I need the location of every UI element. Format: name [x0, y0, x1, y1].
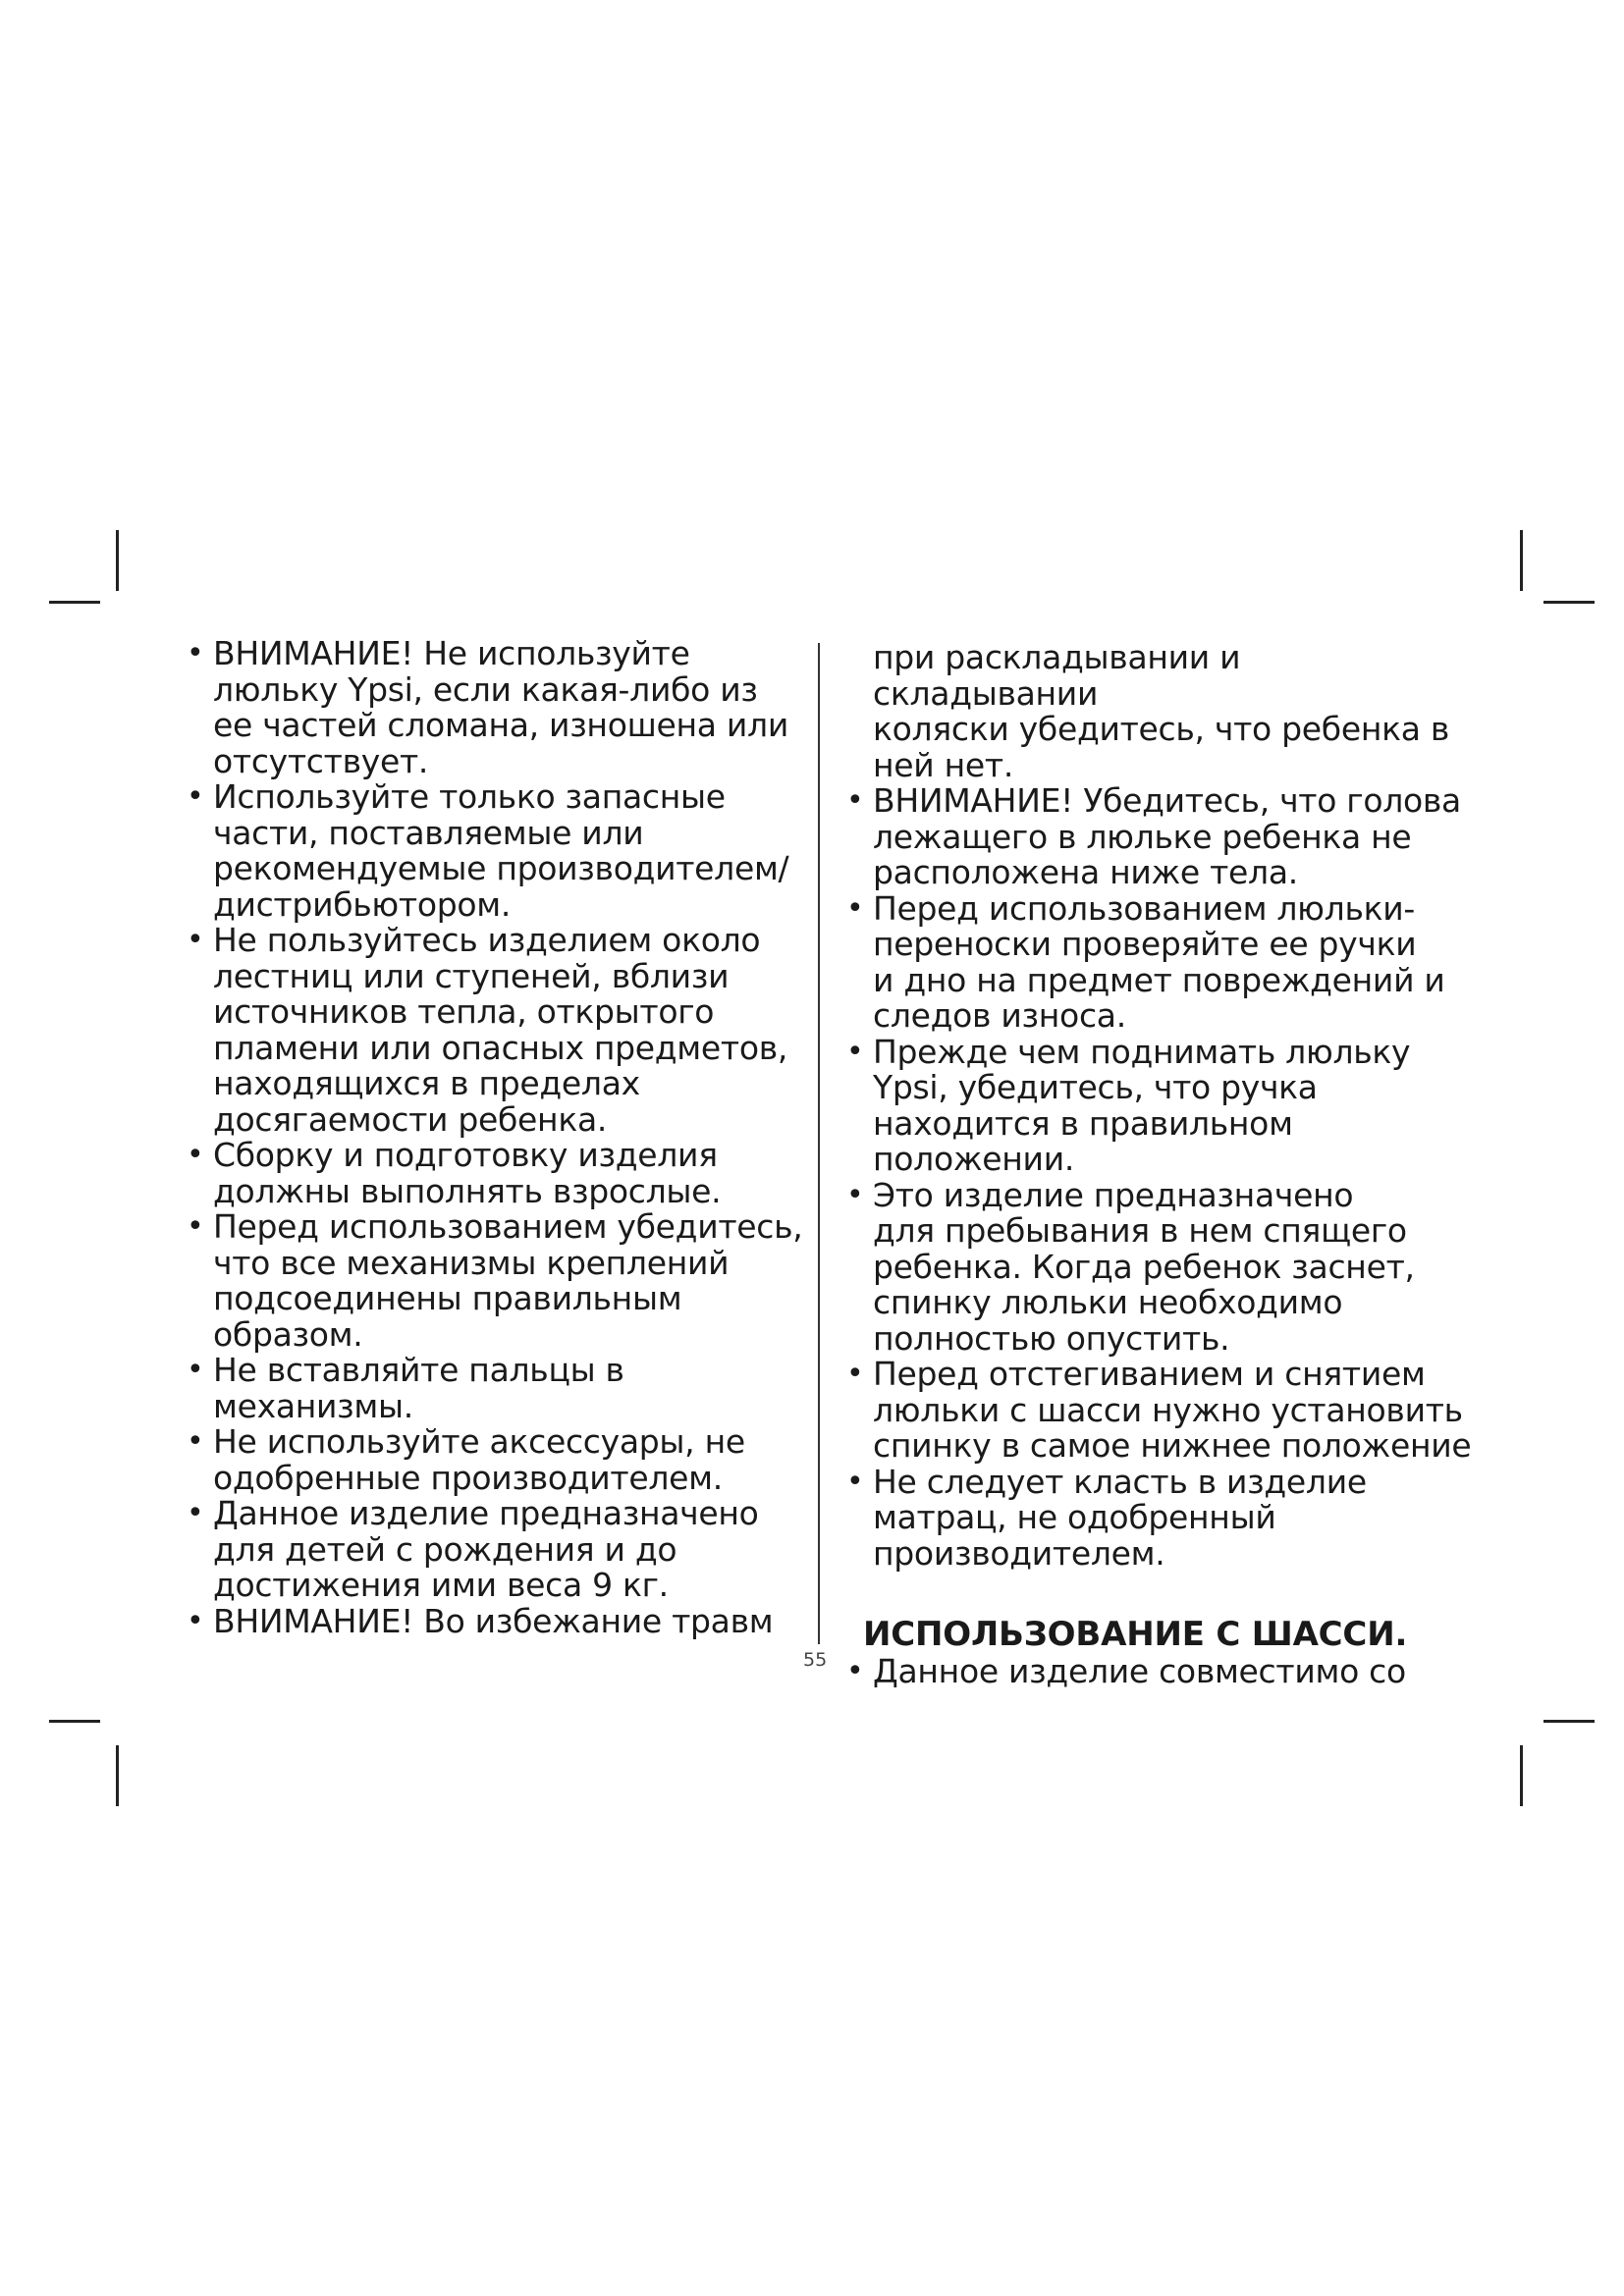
list-item [187, 1209, 815, 1353]
continued-text [846, 640, 1475, 783]
crop-mark-bottom-right-horizontal [1543, 1720, 1595, 1723]
bullet-icon: • [846, 1177, 864, 1212]
list-item [846, 1654, 1475, 1690]
list-item-text: Данное изделие предназначено для детей с рождения и до достижения ими веса 9 кг. [213, 1494, 759, 1604]
bullet-icon: • [846, 1464, 864, 1499]
bullet-icon: • [846, 783, 864, 818]
bullet-icon: • [187, 636, 204, 670]
list-item-text: Перед использованием люльки- переноски проверяйте ее ручки и дно на предмет повреждений и следов износа. [873, 888, 1445, 1035]
bullet-icon: • [846, 1357, 864, 1391]
crop-mark-top-left-vertical [116, 530, 119, 591]
list-item-text: Не вставляйте пальцы в механизмы. [213, 1351, 624, 1425]
list-item [187, 636, 815, 779]
page-number: 55 [803, 1649, 828, 1671]
list-item [187, 1496, 815, 1604]
left-column [187, 636, 815, 1639]
list-item [846, 783, 1475, 891]
list-item [846, 1462, 1475, 1573]
list-item-text: Перед отстегиванием и снятием люльки с шасси нужно установить спинку в самое нижнее положение [873, 1355, 1472, 1465]
bullet-icon: • [846, 1034, 864, 1069]
crop-mark-bottom-left-vertical [116, 1745, 119, 1806]
crop-mark-top-right-vertical [1520, 530, 1523, 591]
list-item-text: Используйте только запасные части, поставляемые или рекомендуемые производителем/ дистрибьютором. [213, 777, 789, 924]
list-item [187, 1601, 815, 1640]
crop-mark-top-left-horizontal [49, 601, 100, 604]
bullet-icon: • [187, 1496, 204, 1530]
list-item [187, 779, 815, 923]
list-item-text: ВНИМАНИЕ! Не используйте люльку Ypsi, если какая-либо из ее частей сломана, изношена или отсутствует. [213, 634, 788, 780]
bullet-icon: • [187, 1424, 204, 1459]
list-item-text: Не пользуйтесь изделием около лестниц или ступеней, вблизи источников тепла, открытого пламени или опасных предметов, находящихся в пределах досягаемости ребенка. [213, 921, 788, 1139]
continued-text-body: при раскладывании и складывании коляски убедитесь, что ребенка в ней нет. [873, 638, 1449, 784]
bullet-icon: • [187, 923, 204, 957]
list-item [846, 1175, 1475, 1358]
right-column [846, 640, 1475, 1690]
list-item-text: ВНИМАНИЕ! Убедитесь, что голова лежащего в люльке ребенка не расположена ниже тела. [873, 781, 1461, 891]
list-item-text: Перед использованием убедитесь, что все механизмы креплений подсоединены правильным образом. [213, 1207, 803, 1354]
list-item-text: Сборку и подготовку изделия должны выполнять взрослые. [213, 1136, 722, 1210]
bullet-icon: • [187, 1138, 204, 1172]
crop-mark-bottom-left-horizontal [49, 1720, 100, 1723]
list-item-text: Не следует класть в изделие матрац, не одобренный производителем. [873, 1462, 1367, 1573]
crop-mark-bottom-right-vertical [1520, 1745, 1523, 1806]
list-item [187, 923, 815, 1138]
bullet-icon: • [187, 1603, 204, 1638]
bullet-icon: • [187, 1353, 204, 1387]
list-item [187, 1424, 815, 1496]
list-item [846, 1357, 1475, 1465]
list-item [846, 888, 1475, 1035]
list-item [187, 1353, 815, 1424]
list-item [846, 1032, 1475, 1178]
bullet-icon: • [846, 1654, 864, 1688]
bullet-icon: • [187, 1209, 204, 1244]
list-item-text: Прежде чем поднимать люльку Ypsi, убедитесь, что ручка находится в правильном положении. [873, 1032, 1411, 1178]
column-divider [818, 643, 820, 1644]
list-item-text: Это изделие предназначено для пребывания в нем спящего ребенка. Когда ребенок заснет, спинку люльки необходимо полностью опустить. [873, 1175, 1415, 1358]
section-heading: ИСПОЛЬЗОВАНИЕ С ШАССИ. [863, 1615, 1408, 1654]
list-item-text: ВНИМАНИЕ! Во избежание травм [213, 1601, 774, 1640]
list-item-text: Не используйте аксессуары, не одобренные производителем. [213, 1422, 745, 1497]
list-item-text: Данное изделие совместимо со [873, 1652, 1406, 1690]
crop-mark-top-right-horizontal [1543, 601, 1595, 604]
bullet-icon: • [187, 779, 204, 814]
bullet-icon: • [846, 890, 864, 926]
list-item [187, 1138, 815, 1209]
